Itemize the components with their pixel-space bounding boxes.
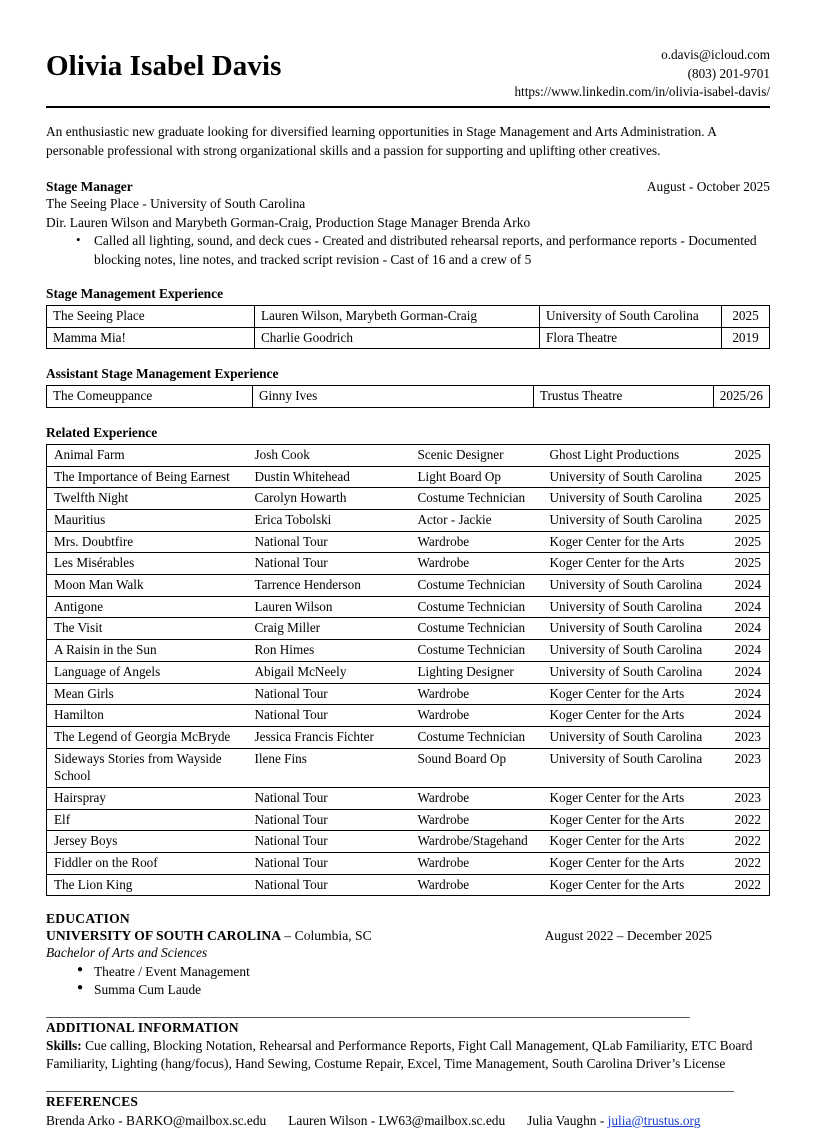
table-cell: Koger Center for the Arts xyxy=(550,809,722,831)
table-cell: Ron Himes xyxy=(255,640,418,662)
resume-header xyxy=(46,44,770,102)
table-cell: University of South Carolina xyxy=(550,488,722,510)
table-row xyxy=(47,683,770,705)
education-bullet-list xyxy=(46,963,770,1000)
table-cell: 2025 xyxy=(722,466,770,488)
table-cell: A Raisin in the Sun xyxy=(47,640,255,662)
table-cell: Costume Technician xyxy=(418,596,550,618)
table-cell: 2025 xyxy=(722,488,770,510)
table-cell: Koger Center for the Arts xyxy=(550,705,722,727)
table-cell: National Tour xyxy=(255,553,418,575)
table-cell: 2025 xyxy=(722,510,770,532)
skills-label: Skills: xyxy=(46,1037,82,1053)
stage-management-table xyxy=(46,305,770,349)
job-company: The Seeing Place - University of South Carolina xyxy=(46,196,306,212)
table-cell: University of South Carolina xyxy=(550,661,722,683)
table-cell: Koger Center for the Arts xyxy=(550,787,722,809)
table-cell: University of South Carolina xyxy=(550,466,722,488)
table-row xyxy=(47,874,770,896)
table-row xyxy=(47,809,770,831)
education-school-location: – Columbia, SC xyxy=(281,928,372,944)
table-cell: 2022 xyxy=(722,809,770,831)
contact-block xyxy=(514,44,770,102)
table-cell: Koger Center for the Arts xyxy=(550,831,722,853)
education-bullet-item: ● Theatre / Event Management xyxy=(94,963,770,981)
table-row xyxy=(47,618,770,640)
table-cell: 2024 xyxy=(722,618,770,640)
section-heading-references: REFERENCES xyxy=(46,1093,139,1109)
table-cell: Lauren Wilson xyxy=(255,596,418,618)
table-cell: Sideways Stories from Wayside School xyxy=(47,748,255,787)
table-row xyxy=(47,386,770,408)
table-cell: 2025 xyxy=(722,444,770,466)
table-cell: Ginny Ives xyxy=(252,386,533,408)
table-cell: Ilene Fins xyxy=(255,748,418,787)
education-degree: Bachelor of Arts and Sciences xyxy=(46,945,208,961)
table-row xyxy=(47,661,770,683)
table-cell: University of South Carolina xyxy=(550,618,722,640)
table-cell: 2022 xyxy=(722,831,770,853)
job-date: August - October 2025 xyxy=(646,179,770,195)
table-cell: 2024 xyxy=(722,705,770,727)
table-cell: Costume Technician xyxy=(418,640,550,662)
table-row xyxy=(47,726,770,748)
table-cell: National Tour xyxy=(255,831,418,853)
table-row xyxy=(47,466,770,488)
education-school xyxy=(46,928,372,944)
job-bullet-item: • Called all lighting, sound, and deck cues - Created and distributed rehearsal reports, and performance reports - Documented blocking notes, line notes, and tracked script revision - Cast of 16 and a crew of 5 xyxy=(94,232,770,269)
reference-email-link[interactable]: julia@trustus.org xyxy=(607,1112,701,1128)
table-cell: Mean Girls xyxy=(47,683,255,705)
education-row xyxy=(46,928,770,944)
table-row xyxy=(47,327,770,349)
table-row xyxy=(47,575,770,597)
table-cell: The Comeuppance xyxy=(47,386,253,408)
table-row xyxy=(47,748,770,787)
table-cell: National Tour xyxy=(255,809,418,831)
references-divider xyxy=(46,1091,734,1092)
table-cell: National Tour xyxy=(255,853,418,875)
table-cell: 2025/26 xyxy=(713,386,769,408)
job-credits: Dir. Lauren Wilson and Marybeth Gorman-Craig, Production Stage Manager Brenda Arko xyxy=(46,214,531,230)
table-cell: Light Board Op xyxy=(418,466,550,488)
table-cell: The Importance of Being Earnest xyxy=(47,466,255,488)
table-cell: 2023 xyxy=(722,726,770,748)
table-row xyxy=(47,640,770,662)
table-cell: Wardrobe xyxy=(418,705,550,727)
table-cell: Costume Technician xyxy=(418,618,550,640)
table-cell: Flora Theatre xyxy=(540,327,722,349)
education-bullet-item: ● Summa Cum Laude xyxy=(94,981,770,999)
table-cell: University of South Carolina xyxy=(550,726,722,748)
job-entry-stage-manager xyxy=(46,179,770,269)
table-row xyxy=(47,553,770,575)
table-cell: Twelfth Night xyxy=(47,488,255,510)
table-cell: Koger Center for the Arts xyxy=(550,853,722,875)
table-cell: Ghost Light Productions xyxy=(550,444,722,466)
table-cell: Actor - Jackie xyxy=(418,510,550,532)
assistant-stage-management-table xyxy=(46,385,770,408)
contact-phone: (803) 201-9701 xyxy=(687,65,770,81)
table-cell: Wardrobe xyxy=(418,531,550,553)
candidate-name: Olivia Isabel Davis xyxy=(46,50,282,82)
table-cell: Animal Farm xyxy=(47,444,255,466)
table-cell: Costume Technician xyxy=(418,575,550,597)
table-cell: Tarrence Henderson xyxy=(255,575,418,597)
skills-text: Cue calling, Blocking Notation, Rehearsal and Performance Reports, Fight Call Management, QLab Familiarity, ETC Board Familiarity, Lighting (hang/focus), Hand Sewing, Costume Repair, Excel, Time Management, South Carolina Driver’s License xyxy=(46,1037,753,1072)
reference-item: Brenda Arko - BARKO@mailbox.sc.edu xyxy=(46,1112,267,1128)
table-row xyxy=(47,488,770,510)
table-cell: Scenic Designer xyxy=(418,444,550,466)
table-cell: Koger Center for the Arts xyxy=(550,874,722,896)
table-cell: 2024 xyxy=(722,596,770,618)
table-cell: National Tour xyxy=(255,874,418,896)
table-cell: Charlie Goodrich xyxy=(255,327,540,349)
table-cell: Wardrobe xyxy=(418,553,550,575)
table-cell: The Seeing Place xyxy=(47,305,255,327)
table-cell: Lighting Designer xyxy=(418,661,550,683)
table-cell: University of South Carolina xyxy=(550,748,722,787)
references-line xyxy=(46,1112,770,1130)
table-row xyxy=(47,510,770,532)
table-cell: 2024 xyxy=(722,575,770,597)
table-cell: Fiddler on the Roof xyxy=(47,853,255,875)
table-cell: 2023 xyxy=(722,787,770,809)
table-cell: The Lion King xyxy=(47,874,255,896)
table-cell: 2025 xyxy=(722,531,770,553)
reference-name: Julia Vaughn - xyxy=(527,1112,608,1128)
table-cell: Dustin Whitehead xyxy=(255,466,418,488)
table-cell: The Visit xyxy=(47,618,255,640)
table-row xyxy=(47,531,770,553)
table-cell: Jessica Francis Fichter xyxy=(255,726,418,748)
section-heading-assistant-stage-management: Assistant Stage Management Experience xyxy=(46,366,279,382)
table-cell: Wardrobe xyxy=(418,683,550,705)
table-cell: Erica Tobolski xyxy=(255,510,418,532)
table-row xyxy=(47,831,770,853)
table-cell: 2024 xyxy=(722,683,770,705)
table-cell: Costume Technician xyxy=(418,488,550,510)
section-heading-additional-information: ADDITIONAL INFORMATION xyxy=(46,1019,239,1035)
table-cell: National Tour xyxy=(255,705,418,727)
table-cell: 2025 xyxy=(722,553,770,575)
table-row xyxy=(47,305,770,327)
table-cell: Trustus Theatre xyxy=(533,386,713,408)
table-row xyxy=(47,596,770,618)
table-cell: Wardrobe xyxy=(418,853,550,875)
education-school-name: UNIVERSITY OF SOUTH CAROLINA xyxy=(46,928,282,944)
job-bullet-list xyxy=(46,232,770,269)
table-cell: Koger Center for the Arts xyxy=(550,683,722,705)
table-cell: National Tour xyxy=(255,531,418,553)
table-cell: Craig Miller xyxy=(255,618,418,640)
table-cell: University of South Carolina xyxy=(550,640,722,662)
table-cell: Lauren Wilson, Marybeth Gorman-Craig xyxy=(255,305,540,327)
table-cell: Wardrobe xyxy=(418,809,550,831)
contact-email: o.davis@icloud.com xyxy=(661,47,770,62)
education-date: August 2022 – December 2025 xyxy=(544,928,712,944)
table-cell: Elf xyxy=(47,809,255,831)
section-heading-stage-management: Stage Management Experience xyxy=(46,285,224,301)
table-cell: Antigone xyxy=(47,596,255,618)
table-cell: Hairspray xyxy=(47,787,255,809)
table-cell: 2024 xyxy=(722,661,770,683)
table-cell: The Legend of Georgia McBryde xyxy=(47,726,255,748)
table-cell: Abigail McNeely xyxy=(255,661,418,683)
table-cell: Mamma Mia! xyxy=(47,327,255,349)
section-heading-related-experience: Related Experience xyxy=(46,424,158,440)
table-cell: Mrs. Doubtfire xyxy=(47,531,255,553)
table-cell: Hamilton xyxy=(47,705,255,727)
table-cell: Wardrobe xyxy=(418,787,550,809)
table-cell: Language of Angels xyxy=(47,661,255,683)
table-cell: Koger Center for the Arts xyxy=(550,531,722,553)
header-divider xyxy=(46,106,770,108)
table-cell: 2022 xyxy=(722,853,770,875)
professional-summary: An enthusiastic new graduate looking for diversified learning opportunities in Stage Management and Arts Administration. A personable professional with strong organizational skills and a passion for supporting and uplifting other creatives. xyxy=(46,124,717,158)
skills-line xyxy=(46,1037,770,1074)
table-cell: Carolyn Howarth xyxy=(255,488,418,510)
table-cell: 2022 xyxy=(722,874,770,896)
table-cell: University of South Carolina xyxy=(550,596,722,618)
table-cell: Moon Man Walk xyxy=(47,575,255,597)
job-title: Stage Manager xyxy=(46,179,133,195)
table-row xyxy=(47,705,770,727)
contact-linkedin: https://www.linkedin.com/in/olivia-isabel-davis/ xyxy=(514,84,770,100)
table-cell: University of South Carolina xyxy=(550,575,722,597)
table-cell: 2023 xyxy=(722,748,770,787)
table-cell: 2025 xyxy=(722,305,770,327)
table-cell: National Tour xyxy=(255,787,418,809)
table-cell: Sound Board Op xyxy=(418,748,550,787)
table-cell: Costume Technician xyxy=(418,726,550,748)
table-row xyxy=(47,444,770,466)
table-cell: 2019 xyxy=(722,327,770,349)
related-experience-table xyxy=(46,444,770,896)
table-cell: 2024 xyxy=(722,640,770,662)
table-cell: University of South Carolina xyxy=(550,510,722,532)
table-cell: Wardrobe xyxy=(418,874,550,896)
table-cell: National Tour xyxy=(255,683,418,705)
table-cell: Josh Cook xyxy=(255,444,418,466)
table-cell: Wardrobe/Stagehand xyxy=(418,831,550,853)
table-cell: University of South Carolina xyxy=(540,305,722,327)
section-heading-education: EDUCATION xyxy=(46,911,130,927)
table-cell: Mauritius xyxy=(47,510,255,532)
reference-item: Lauren Wilson - LW63@mailbox.sc.edu xyxy=(288,1112,506,1128)
table-row xyxy=(47,787,770,809)
table-row xyxy=(47,853,770,875)
job-title-row xyxy=(46,179,770,195)
additional-information-divider xyxy=(46,1017,690,1018)
table-cell: Jersey Boys xyxy=(47,831,255,853)
table-cell: Koger Center for the Arts xyxy=(550,553,722,575)
table-cell: Les Misérables xyxy=(47,553,255,575)
